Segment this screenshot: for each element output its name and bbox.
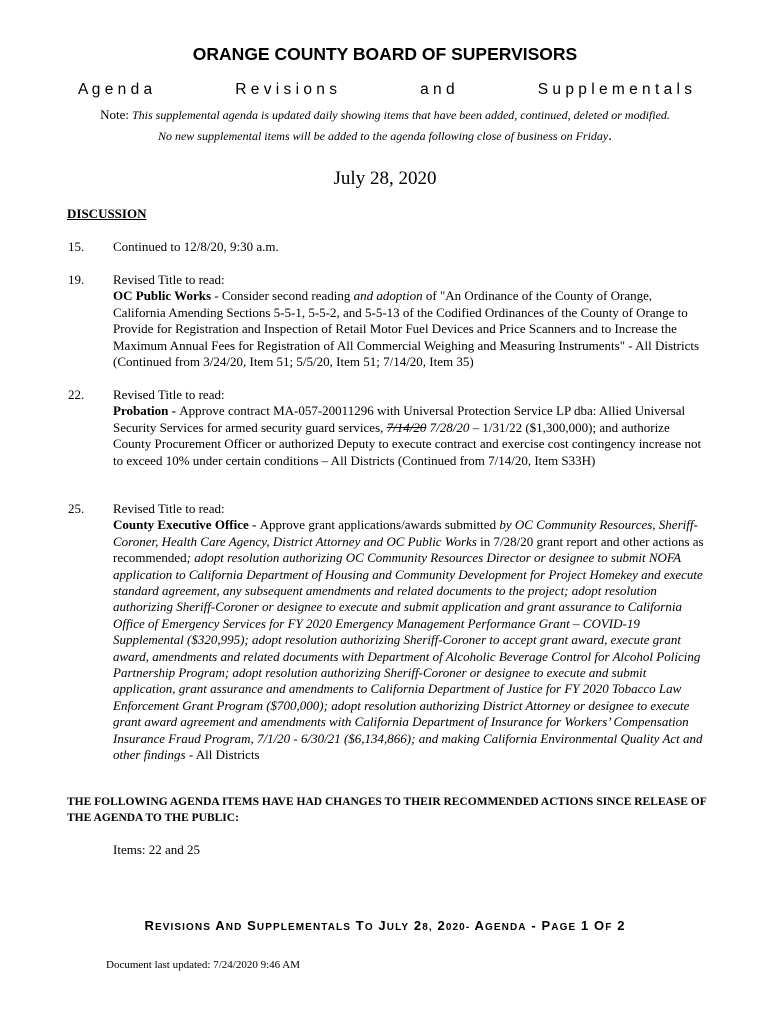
item-text: Approve contract MA-057-20011296 with Universal Protection Service LP dba: Allied Universal Security Services for armed security guard services,	[113, 403, 686, 435]
item-text-italic: and adoption	[353, 288, 423, 304]
footer-text: REVISIONS AND SUPPLEMENTALS TO JULY 28, 2020- AGENDA - PAGE 1 OF 2	[144, 918, 626, 933]
note-text-2: No new supplemental items will be added to the agenda following close of business on Friday	[157, 129, 609, 143]
note-lead: Note:	[100, 107, 129, 122]
subtitle-word: A g e n d a	[78, 81, 153, 98]
item-number: 25.	[68, 501, 85, 516]
item-body	[113, 387, 705, 469]
subtitle-word: S u p p l e m e n t a l s	[537, 81, 692, 98]
item-text: - All Districts	[185, 747, 260, 763]
note-line-2	[0, 128, 770, 145]
note-period: .	[608, 128, 613, 144]
item-number: 19.	[68, 272, 85, 287]
note-line-1	[0, 107, 770, 123]
item-struck-date: 7/14/20	[386, 419, 427, 435]
item-intro: Revised Title to read:	[113, 501, 225, 516]
note-text: This supplemental agenda is updated daily showing items that have been added, continued, deleted or modified.	[131, 108, 670, 122]
item-text: - Consider second reading	[211, 288, 354, 304]
item-text: Approve grant applications/awards submitted	[259, 517, 500, 533]
page-footer	[0, 918, 770, 933]
item-intro: Revised Title to read:	[113, 272, 225, 287]
section-heading: DISCUSSION	[67, 206, 147, 221]
item-text: Continued to 12/8/20, 9:30 a.m.	[113, 239, 279, 254]
item-text-italic: 7/28/20	[426, 419, 470, 435]
item-intro: Revised Title to read:	[113, 387, 225, 402]
item-text-italic: ; adopt resolution authorizing OC Community Resources Director or designee to submit NOFA application to California Department of Housing and Community Development for Project Homekey and execute standard agreement, any subsequent amendments and related documents to the project; adopt resolution authorizing Sheriff-Coroner or designee to execute and submit application and grant assurance to California Office of Emergency Services for FY 2020 Emergency Management Performance Grant – COVID-19 Supplemental ($320,995); adopt resolution authorizing Sheriff-Coroner to accept grant award, execute grant award, amendments and related documents with Department of Alcoholic Beverage Control for Alcohol Policing Partnership Program; adopt resolution authorizing Sheriff-Coroner or designee to execute and submit application, grant assurance and amendments to California Department of Justice for FY 2020 Tobacco Law Enforcement Grant Program ($700,000); adopt resolution authorizing District Attorney or designee to execute grant award agreement and amendments with California Department of Insurance for Workers’ Compensation Insurance Fraud Program, 7/1/20 - 6/30/21 ($6,134,866); and making California Environmental Quality Act and other findings	[113, 550, 703, 763]
item-description	[113, 517, 705, 763]
item-number: 15.	[68, 239, 85, 254]
item-body	[113, 272, 705, 370]
item-text: of "An Ordinance of the County of Orange, California Amending Sections 5-5-1, 5-5-2, and 5-5-13 of the Codified Ordinances of the County of Orange to Provide for Registration and Inspection of Retail Motor Fuel Devices and Price Scanners and to Increase the Maximum Annual Fees for Registration of All Commercial Weighing and Measuring Instruments" - All Districts (Continued from 3/24/20, Item 51; 5/5/20, Item 51; 7/14/20, Item 35)	[113, 288, 700, 370]
changed-items: Items: 22 and 25	[113, 842, 201, 857]
subtitle-word: a n d	[420, 81, 455, 98]
meeting-date: July 28, 2020	[333, 168, 437, 189]
item-description	[113, 288, 705, 370]
item-text: – 1/31/22 ($1,300,000); and authorize County Procurement Officer or authorized Deputy to execute contract and exercise cost contingency increase not to exceed 10% under certain conditions – All Districts (Continued from 7/14/20, Item S33H)	[113, 419, 702, 468]
document-title: ORANGE COUNTY BOARD OF SUPERVISORS	[192, 44, 578, 64]
changes-notice: THE FOLLOWING AGENDA ITEMS HAVE HAD CHANGES TO THEIR RECOMMENDED ACTIONS SINCE RELEASE OF THE AGENDA TO THE PUBLIC:	[67, 796, 707, 824]
item-description	[113, 403, 705, 469]
document-subtitle	[78, 81, 692, 99]
item-department: County Executive Office -	[113, 517, 260, 533]
subtitle-word: R e v i s i o n s	[235, 81, 337, 98]
item-text-italic: by OC Community Resources, Sheriff-Coroner, Health Care Agency, District Attorney and OC Public Works	[113, 517, 698, 549]
item-department: Probation -	[113, 403, 180, 419]
item-number: 22.	[68, 387, 85, 402]
item-text: in 7/28/20 grant report and other actions as recommended	[113, 533, 704, 566]
item-body	[113, 501, 705, 764]
last-updated: Document last updated: 7/24/2020 9:46 AM	[106, 959, 301, 971]
item-department: OC Public Works	[113, 288, 212, 304]
